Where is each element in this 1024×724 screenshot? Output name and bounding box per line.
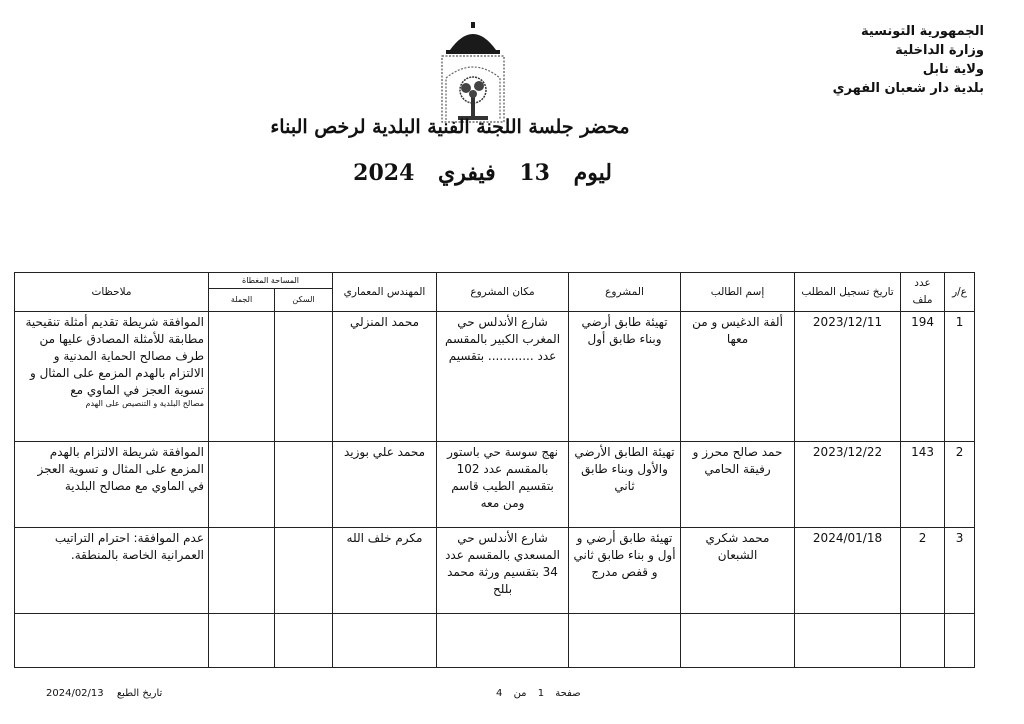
cell-row-no: 2 xyxy=(945,442,975,528)
header-line-ministry: وزارة الداخلية xyxy=(895,43,984,58)
cell-architect: مكرم خلف الله xyxy=(333,528,437,614)
notes-text: عدم الموافقة: احترام التراتيب العمرانية الخاصة بالمنطقة. xyxy=(54,531,204,562)
page-current: 1 xyxy=(537,688,545,699)
cell-area-housing xyxy=(275,528,333,614)
print-date-label: تاريخ الطبع xyxy=(116,688,163,699)
municipal-emblem-icon xyxy=(428,20,518,128)
header-line-municipality: بلدية دار شعبان الفهري xyxy=(832,81,984,96)
table-row xyxy=(15,442,975,528)
col-header-file-no: عدد ملف xyxy=(901,273,945,312)
cell-empty xyxy=(333,614,437,668)
cell-file-no: 2 xyxy=(901,528,945,614)
date-month: فيفري xyxy=(438,160,496,186)
cell-row-no: 3 xyxy=(945,528,975,614)
col-header-applicant: إسم الطالب xyxy=(681,273,795,312)
cell-area-housing xyxy=(275,312,333,442)
cell-empty xyxy=(569,614,681,668)
permits-table xyxy=(14,272,975,668)
col-header-area-total: الجملة xyxy=(209,289,275,312)
cell-project: تهيئة طابق أرضي وبناء طابق أول xyxy=(569,312,681,442)
col-header-architect: المهندس المعماري xyxy=(333,273,437,312)
cell-empty xyxy=(945,614,975,668)
session-date xyxy=(353,160,620,186)
cell-location: شارع الأندلس حي المسعدي بالمقسم عدد 34 بتقسيم ورثة محمد بللح xyxy=(437,528,569,614)
col-header-location: مكان المشروع xyxy=(437,273,569,312)
col-header-row-no: ع/ر xyxy=(945,273,975,312)
cell-empty xyxy=(209,614,275,668)
col-header-area-housing: السكن xyxy=(275,289,333,312)
cell-architect: محمد علي بوزيد xyxy=(333,442,437,528)
cell-empty xyxy=(275,614,333,668)
cell-area-total xyxy=(209,442,275,528)
cell-notes xyxy=(15,528,209,614)
date-prefix: ليوم xyxy=(573,160,612,186)
notes-text: الموافقة شريطة الالتزام بالهدم المزمع على المثال و تسوية العجز في الماوي مع مصالح البلدية xyxy=(37,445,204,493)
cell-registration-date: 2023/12/22 xyxy=(795,442,901,528)
cell-location: نهج سوسة حي باستور بالمقسم عدد 102 بتقسيم الطيب قاسم ومن معه xyxy=(437,442,569,528)
cell-area-total xyxy=(209,528,275,614)
document-title: محضر جلسة اللجنة الفنية البلدية لرخص البناء xyxy=(270,116,630,138)
cell-empty xyxy=(681,614,795,668)
page-total: 4 xyxy=(496,688,503,699)
print-date-value: 2024/02/13 xyxy=(46,688,104,699)
cell-architect: محمد المنزلي xyxy=(333,312,437,442)
header-line-republic: الجمهورية التونسية xyxy=(860,24,984,39)
cell-applicant: حمد صالح محرز و رفيقة الحامي xyxy=(681,442,795,528)
table-row-empty xyxy=(15,614,975,668)
cell-location: شارع الأندلس حي المغرب الكبير بالمقسم عدد ............ بتقسيم xyxy=(437,312,569,442)
cell-area-total xyxy=(209,312,275,442)
date-year: 2024 xyxy=(353,160,415,186)
cell-empty xyxy=(437,614,569,668)
cell-notes xyxy=(15,442,209,528)
col-header-project: المشروع xyxy=(569,273,681,312)
date-day: 13 xyxy=(519,160,550,186)
table-row xyxy=(15,528,975,614)
page-number-footer xyxy=(492,688,585,699)
cell-area-housing xyxy=(275,442,333,528)
cell-empty xyxy=(795,614,901,668)
cell-row-no: 1 xyxy=(945,312,975,442)
cell-registration-date: 2023/12/11 xyxy=(795,312,901,442)
issuing-authority xyxy=(764,22,984,98)
col-header-registration-date: تاريخ تسجيل المطلب xyxy=(795,273,901,312)
cell-empty xyxy=(901,614,945,668)
notes-text: الموافقة شريطة تقديم أمثلة تنقيحية مطابقة للأمثلة المصادق عليها من طرف مصالح الحماية المدنية و الالتزام بالهدم المزمع على المثال و تسوية العجز في الماوي مع xyxy=(25,315,204,397)
col-header-notes: ملاحظات xyxy=(15,273,209,312)
col-header-covered-area: المساحة المغطاة xyxy=(209,273,333,289)
page-of: من xyxy=(513,688,527,699)
cell-registration-date: 2024/01/18 xyxy=(795,528,901,614)
cell-project: تهيئة طابق أرضي و أول و بناء طابق ثاني و قفص مدرج xyxy=(569,528,681,614)
cell-applicant: محمد شكري الشبعان xyxy=(681,528,795,614)
cell-file-no: 143 xyxy=(901,442,945,528)
header-line-governorate: ولاية نابل xyxy=(922,62,984,77)
notes-small-text: مصالح البلدية و التنصيص على الهدم xyxy=(85,399,204,408)
table-row xyxy=(15,312,975,442)
page-label: صفحة xyxy=(555,688,581,699)
cell-applicant: ألفة الدغيس و من معها xyxy=(681,312,795,442)
print-date-footer xyxy=(36,688,162,699)
cell-project: تهيئة الطابق الأرضي والأول وبناء طابق ثاني xyxy=(569,442,681,528)
cell-empty xyxy=(15,614,209,668)
cell-file-no: 194 xyxy=(901,312,945,442)
cell-notes xyxy=(15,312,209,442)
